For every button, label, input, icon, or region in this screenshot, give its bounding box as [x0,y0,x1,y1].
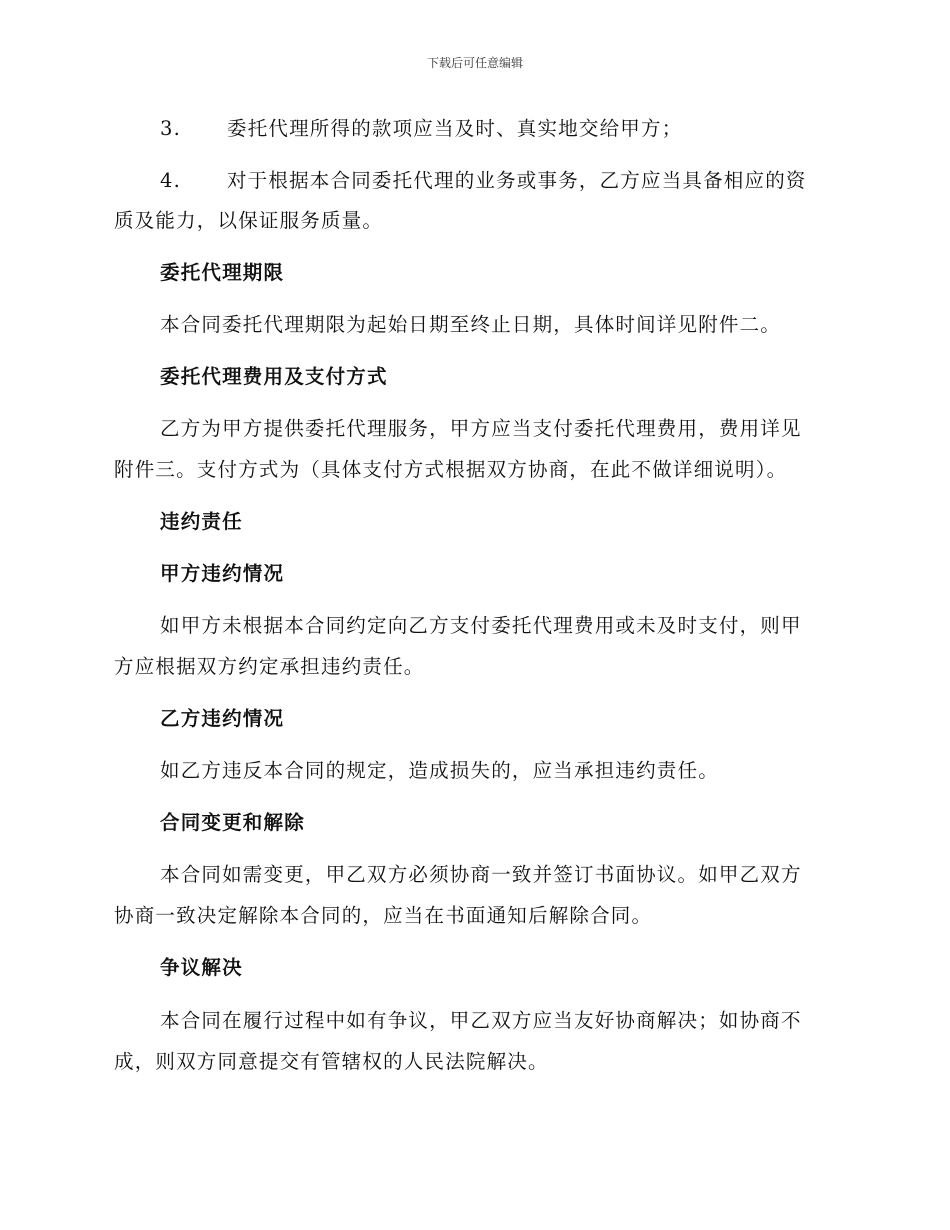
section-heading-term: 委托代理期限 [160,261,285,284]
subheading-party-a-breach: 甲方违约情况 [160,562,285,585]
list-text: 对于根据本合同委托代理的业务或事务，乙方应当具备相应的资 [227,169,807,192]
paragraph-change-line-1: 本合同如需变更，甲乙双方必须协商一致并签订书面协议。如甲乙双方 [160,863,802,886]
subheading-party-b-breach: 乙方违约情况 [160,707,285,730]
section-heading-breach: 违约责任 [160,510,243,533]
paragraph-party-a-breach-line-2: 方应根据双方约定承担违约责任。 [114,655,425,678]
list-text: 委托代理所得的款项应当及时、真实地交给甲方； [227,117,683,140]
list-number: 4. [160,169,182,192]
paragraph-fee-line-2: 附件三。支付方式为（具体支付方式根据双方协商，在此不做详细说明）。 [114,458,788,481]
paragraph-dispute-line-1: 本合同在履行过程中如有争议，甲乙双方应当友好协商解决；如协商不 [160,1009,802,1032]
paragraph-dispute-line-2: 成，则双方同意提交有管辖权的人民法院解决。 [114,1050,549,1073]
page-header: 下载后可任意编辑 [426,56,523,70]
paragraph-party-b-breach: 如乙方违反本合同的规定，造成损失的，应当承担违约责任。 [160,759,719,782]
section-heading-fee: 委托代理费用及支付方式 [160,365,388,388]
paragraph-change-line-2: 协商一致决定解除本合同的，应当在书面通知后解除合同。 [114,904,653,927]
section-heading-dispute: 争议解决 [160,956,243,979]
section-heading-change: 合同变更和解除 [160,811,305,834]
paragraph-party-a-breach-line-1: 如甲方未根据本合同约定向乙方支付委托代理费用或未及时支付，则甲 [160,614,802,637]
paragraph-fee-line-1: 乙方为甲方提供委托代理服务，甲方应当支付委托代理费用，费用详见 [160,417,802,440]
paragraph-term: 本合同委托代理期限为起始日期至终止日期，具体时间详见附件二。 [160,313,782,336]
list-item-4-continuation: 质及能力，以保证服务质量。 [114,209,384,232]
list-number: 3. [160,117,182,140]
